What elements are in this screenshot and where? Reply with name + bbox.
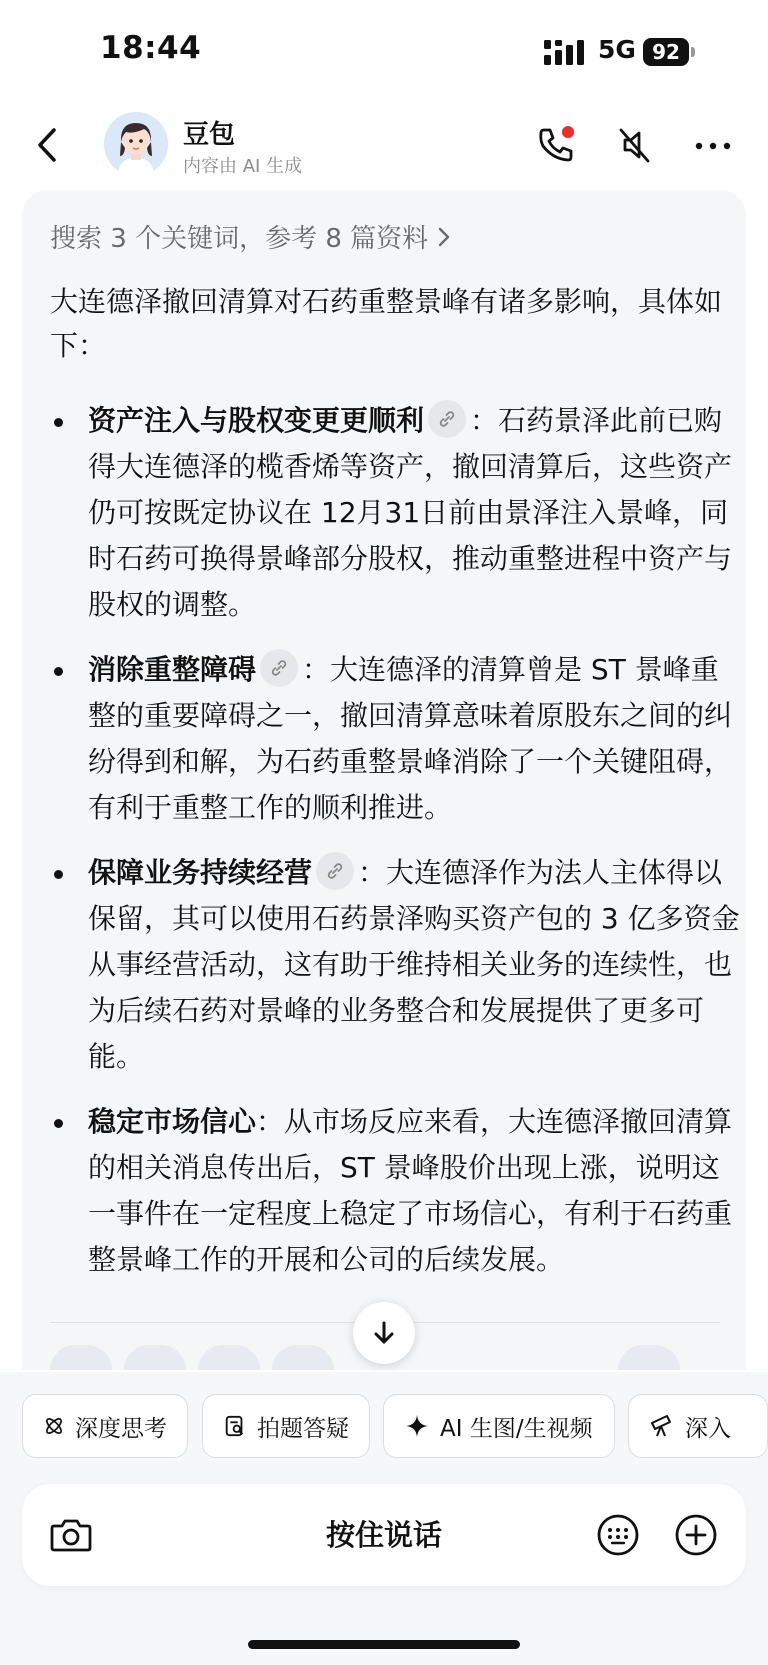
link-icon[interactable] <box>260 649 298 687</box>
home-indicator <box>248 1640 520 1649</box>
chat-header <box>0 100 768 190</box>
chip-label: 拍题答疑 <box>257 1415 349 1442</box>
more-dots-icon <box>690 122 736 168</box>
plus-icon[interactable] <box>673 1512 719 1558</box>
bottom-panel <box>0 1372 768 1665</box>
bullet-list <box>50 398 740 1302</box>
bullet-colon: ： <box>302 653 331 686</box>
bullet-text: 大连德泽的清算曾是 ST 景峰重整的重要障碍之一，撤回清算意味着原股东之间的纠纷得到和解，为石药重整景峰消除了一个关键阻碍，有利于重整工作的顺利推进。 <box>88 653 733 824</box>
chip-label: AI 生图/生视频 <box>440 1415 593 1442</box>
list-item <box>50 398 740 628</box>
notification-dot <box>562 126 574 138</box>
mute-button[interactable] <box>611 122 657 168</box>
status-bar <box>0 0 768 100</box>
scroll-to-bottom-button[interactable] <box>353 1302 415 1364</box>
scan-doc-icon <box>223 1413 247 1439</box>
feedback-icon[interactable] <box>272 1345 334 1370</box>
battery-level: 92 <box>643 38 689 66</box>
status-time: 18:44 <box>100 30 202 66</box>
list-item <box>50 647 740 831</box>
bullet-text: 大连德泽作为法人主体得以保留，其可以使用石药景泽购买资产包的 3 亿多资金从事经营活动，这有助于维持相关业务的连续性，也为后续石药对景峰的业务整合和发展提供了更多可能。 <box>88 856 740 1073</box>
chip-label: 深入 <box>685 1415 731 1442</box>
bullet-title: 保障业务持续经营 <box>88 856 313 889</box>
battery-icon <box>643 38 695 66</box>
list-item <box>50 1099 740 1283</box>
telescope-icon <box>649 1413 675 1439</box>
search-reference-text: 搜索 3 个关键词，参考 8 篇资料 <box>50 224 429 254</box>
bullet-title: 稳定市场信心 <box>88 1105 257 1138</box>
regenerate-icon[interactable] <box>618 1345 680 1370</box>
bullet-text: 从市场反应来看，大连德泽撤回清算的相关消息传出后，ST 景峰股价出现上涨，说明这一事件在一定程度上稳定了市场信心，有利于石药重整景峰工作的开展和公司的后续发展。 <box>88 1105 733 1276</box>
phone-call-button[interactable] <box>533 122 579 168</box>
back-arrow-icon[interactable] <box>30 120 70 170</box>
chip-photo-question[interactable] <box>202 1394 370 1458</box>
bullet-text: 石药景泽此前已购得大连德泽的榄香烯等资产，撤回清算后，这些资产仍可按既定协议在 12月31日前由景泽注入景峰，同时石药可换得景峰部分股权，推动重整进程中资产与股权的调整。 <box>88 404 733 621</box>
link-icon[interactable] <box>428 400 466 438</box>
intro-paragraph: 大连德泽撤回清算对石药重整景峰有诸多影响，具体如下： <box>50 285 723 362</box>
sparkle-icon <box>404 1413 430 1439</box>
bullet-title: 资产注入与股权变更更顺利 <box>88 404 425 437</box>
hold-to-talk-button[interactable]: 按住说话 <box>325 1518 442 1552</box>
list-item <box>50 850 740 1080</box>
network-type: 5G <box>598 35 636 64</box>
more-options-button[interactable] <box>690 122 736 168</box>
bullet-colon: ： <box>358 856 387 889</box>
bot-name: 豆包 <box>183 120 236 150</box>
chip-label: 深度思考 <box>75 1415 167 1442</box>
arrow-down-icon <box>370 1319 398 1347</box>
atom-icon <box>43 1413 65 1439</box>
chip-deep-thinking[interactable] <box>22 1394 188 1458</box>
avatar[interactable] <box>104 112 168 176</box>
bullet-colon: ： <box>470 404 499 437</box>
chip-deep-research[interactable] <box>628 1394 768 1458</box>
link-icon[interactable] <box>316 852 354 890</box>
signal-icon <box>544 40 586 65</box>
search-reference-link[interactable] <box>50 218 452 255</box>
bullet-title: 消除重整障碍 <box>88 653 257 686</box>
keyboard-icon[interactable] <box>595 1512 641 1558</box>
speaker-off-icon <box>611 122 657 168</box>
chip-ai-image-video[interactable] <box>383 1394 615 1458</box>
chevron-right-icon <box>436 225 452 249</box>
ai-message-card <box>22 190 746 1370</box>
speaker-icon[interactable] <box>124 1345 186 1370</box>
input-bar <box>22 1484 746 1586</box>
ai-generated-note: 内容由 AI 生成 <box>183 156 303 177</box>
bullet-colon: ： <box>256 1105 285 1138</box>
share-icon[interactable] <box>198 1345 260 1370</box>
copy-icon[interactable] <box>50 1345 112 1370</box>
